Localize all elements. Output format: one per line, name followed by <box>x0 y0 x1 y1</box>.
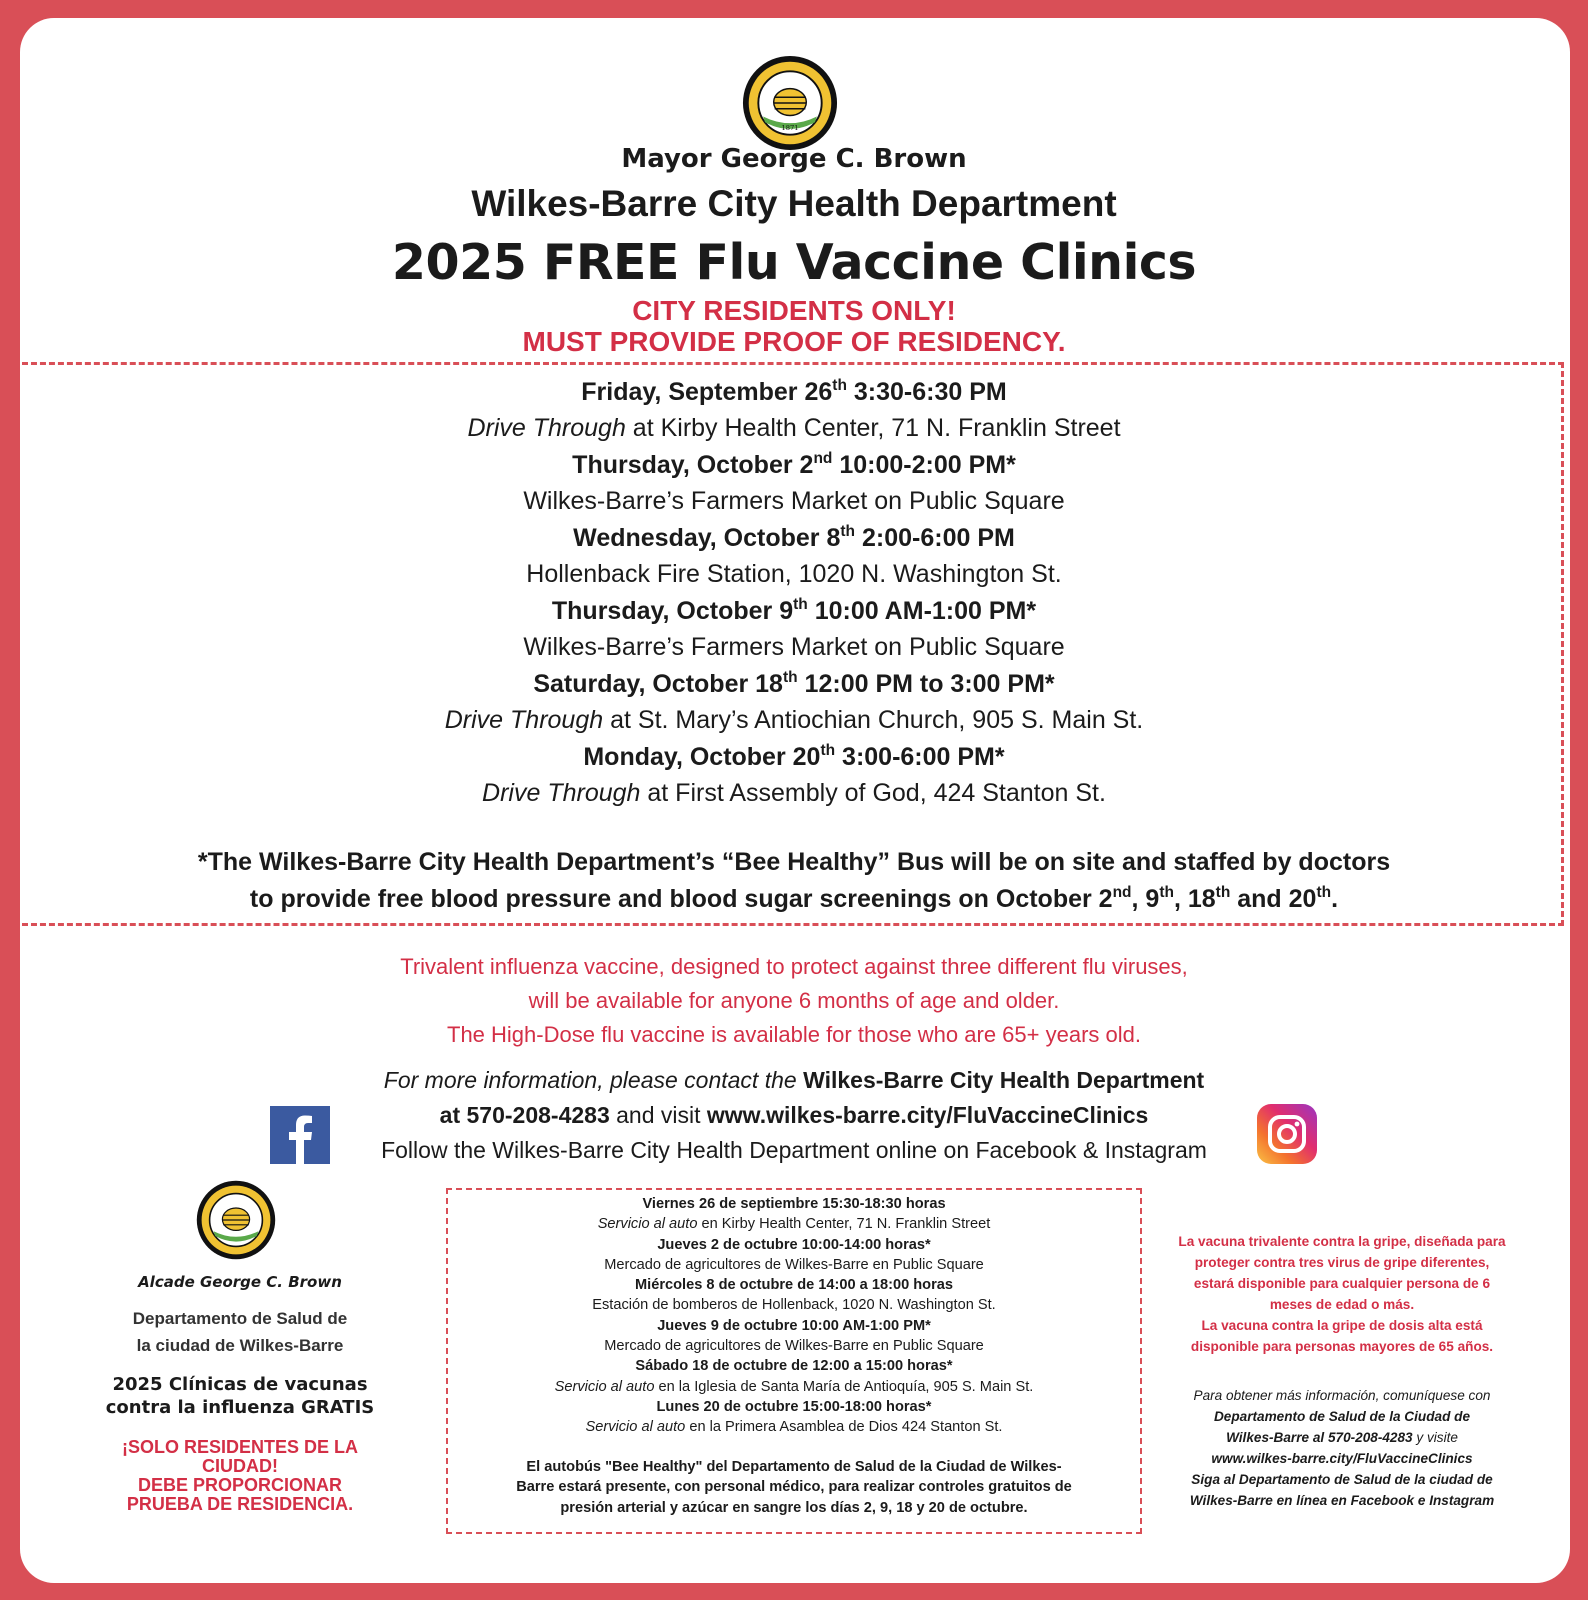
spanish-event-date: Jueves 9 de octubre 10:00 AM-1:00 PM* <box>657 1317 931 1334</box>
instagram-icon[interactable] <box>1257 1104 1317 1164</box>
spanish-dept-line1: Departamento de Salud de <box>132 1309 348 1328</box>
vaccine-info-line1: Trivalent influenza vaccine, designed to protect against three different flu viruses, <box>400 954 1188 979</box>
bus-note-line1: *The Wilkes-Barre City Health Department’s “Bee Healthy” Bus will be on site and staffed by doctors <box>197 848 1391 876</box>
spanish-title-line2: contra la influenza GRATIS <box>105 1397 375 1418</box>
event-list <box>0 374 1588 812</box>
follow-text: Follow the Wilkes-Barre City Health Department online on Facebook & Instagram <box>381 1137 1207 1163</box>
spanish-event-list <box>446 1194 1142 1438</box>
spanish-event-date: Viernes 26 de septiembre 15:30-18:30 horas <box>642 1196 946 1212</box>
spanish-bus-note: El autobús "Bee Healthy" del Departamento de Salud de la Ciudad de Wilkes- Barre estará presente, con personal médico, para realizar controles gratuitos de presión arterial y azúcar en sangre los días 2, 9, 18 y 20 de octubre. <box>516 1459 1072 1516</box>
contact-dept: Wilkes-Barre City Health Department <box>803 1067 1205 1093</box>
spanish-event-location: Servicio al auto en Kirby Health Center, 71 N. Franklin Street <box>597 1216 991 1233</box>
vaccine-info-line2: will be available for anyone 6 months of age and older. <box>528 988 1060 1013</box>
facebook-icon[interactable] <box>270 1106 330 1164</box>
spanish-header <box>90 1273 390 1514</box>
mayor-name: Mayor George C. Brown <box>621 144 967 174</box>
event-location: Drive Through at Kirby Health Center, 71 N. Franklin Street <box>467 414 1121 442</box>
spanish-event-date: Jueves 2 de octubre 10:00-14:00 horas* <box>657 1236 931 1253</box>
event-location: Drive Through at St. Mary’s Antiochian Church, 905 S. Main St. <box>444 706 1144 734</box>
spanish-event-date: Miércoles 8 de octubre de 14:00 a 18:00 horas <box>635 1277 953 1294</box>
spanish-event-date: Sábado 18 de octubre de 12:00 a 15:00 horas* <box>635 1358 953 1375</box>
bus-note-line2: to provide free blood pressure and blood sugar screenings on October 2nd, 9th, 18th and 20th. <box>249 883 1339 913</box>
spanish-event-location: Mercado de agricultores de Wilkes-Barre en Public Square <box>604 1338 984 1355</box>
spanish-event-location: Mercado de agricultores de Wilkes-Barre en Public Square <box>604 1256 984 1273</box>
city-seal-icon <box>742 55 838 151</box>
event-date: Thursday, October 2nd 10:00-2:00 PM* <box>572 449 1016 479</box>
event-location: Wilkes-Barre’s Farmers Market on Public Square <box>523 487 1065 515</box>
city-seal-icon <box>196 1180 276 1260</box>
spanish-vaccine-info: La vacuna trivalente contra la gripe, diseñada para proteger contra tres virus de gripe diferentes, estará disponible para cualquier persona de 6 meses de edad o más. La vacuna contra la gripe de dosis alta está disponible para personas mayores de 65 años. <box>1178 1234 1506 1354</box>
event-date: Friday, September 26th 3:30-6:30 PM <box>581 376 1007 406</box>
spanish-residents-notice: ¡SOLO RESIDENTES DE LA CIUDAD! DEBE PROPORCIONAR PRUEBA DE RESIDENCIA. <box>121 1437 359 1514</box>
spanish-mayor: Alcade George C. Brown <box>138 1273 342 1291</box>
spanish-event-location: Servicio al auto en la Primera Asamblea de Dios 424 Stanton St. <box>585 1419 1003 1436</box>
event-date: Saturday, October 18th 12:00 PM to 3:00 PM* <box>533 668 1055 698</box>
spanish-dept-line2: la ciudad de Wilkes-Barre <box>136 1336 344 1355</box>
page-title: 2025 FREE Flu Vaccine Clinics <box>391 234 1197 291</box>
spanish-url-link[interactable]: www.wilkes-barre.city/FluVaccineClinics <box>1211 1451 1473 1466</box>
event-location: Drive Through at First Assembly of God, 424 Stanton St. <box>482 779 1106 807</box>
contact-phone: at 570-208-4283 <box>439 1102 610 1128</box>
spanish-title-line1: 2025 Clínicas de vacunas <box>112 1374 368 1395</box>
event-location: Hollenback Fire Station, 1020 N. Washington St. <box>526 560 1062 588</box>
event-date: Monday, October 20th 3:00-6:00 PM* <box>583 741 1005 771</box>
bus-note <box>60 844 1528 918</box>
spanish-contact-info: Para obtener más información, comuníquese con Departamento de Salud de la Ciudad de Wilkes-Barre al 570-208-4283 y visite www.wilkes-barre.city/FluVaccineClinics Siga al Departamento de Salud de la ciudad de Wilkes-Barre en línea en Facebook e Instagram <box>1142 1385 1542 1511</box>
contact-intro: For more information, please contact the <box>383 1067 804 1093</box>
spanish-event-location: Servicio al auto en la Iglesia de Santa María de Antioquía, 905 S. Main St. <box>554 1378 1034 1395</box>
svg-text:1871: 1871 <box>781 123 799 132</box>
event-date: Thursday, October 9th 10:00 AM-1:00 PM* <box>551 595 1037 625</box>
vaccine-info-line3: The High-Dose flu vaccine is available for those who are 65+ years old. <box>447 1022 1141 1047</box>
vaccine-info <box>0 950 1588 1052</box>
event-date: Wednesday, October 8th 2:00-6:00 PM <box>573 522 1015 552</box>
residents-only-notice: CITY RESIDENTS ONLY! <box>632 295 956 326</box>
proof-of-residency-notice: MUST PROVIDE PROOF OF RESIDENCY. <box>522 326 1066 357</box>
contact-url-link[interactable]: www.wilkes-barre.city/FluVaccineClinics <box>706 1102 1149 1128</box>
spanish-event-location: Estación de bomberos de Hollenback, 1020 N. Washington St. <box>592 1297 996 1314</box>
event-location: Wilkes-Barre’s Farmers Market on Public Square <box>523 633 1065 661</box>
department-name: Wilkes-Barre City Health Department <box>471 183 1117 224</box>
contact-info: For more information, please contact the Wilkes-Barre City Health Department at 570-208-4283 and visit www.wilkes-barre.city/FluVaccineClinics Follow the Wilkes-Barre City Health Department online on Facebook & Instagram <box>0 1063 1588 1168</box>
spanish-event-date: Lunes 20 de octubre 15:00-18:00 horas* <box>656 1398 932 1415</box>
